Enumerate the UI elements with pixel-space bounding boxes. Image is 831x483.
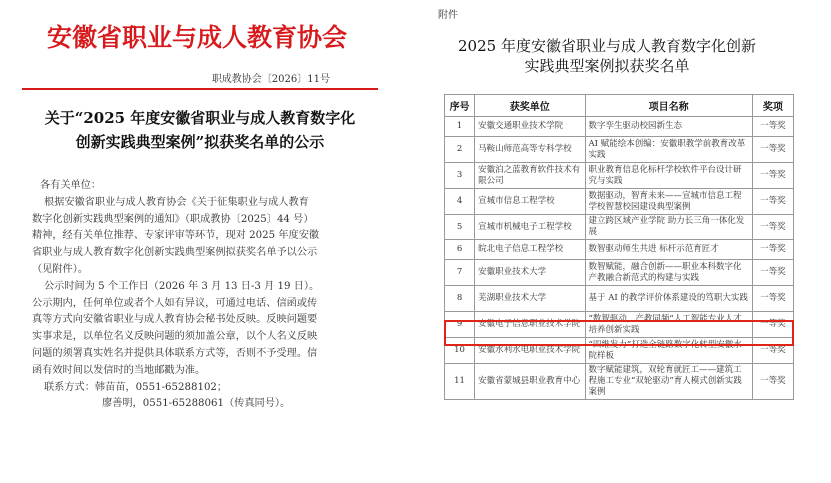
attachment-title-line2: 实践典型案例拟获奖名单 <box>524 57 690 75</box>
attachment-title-line1: 2025 年度安徽省职业与成人教育数字化创新 <box>458 37 756 55</box>
body-line: （见附件）。 <box>32 263 89 275</box>
document-number: 职成教协会〔2026〕11号 <box>211 74 330 85</box>
row-prize: 一等奖 <box>752 312 793 338</box>
body-line: 问题的须署真实姓名并提供具体联系方式等，否则不予受理。信 <box>32 347 318 359</box>
red-divider <box>22 88 378 90</box>
table-row <box>445 215 794 240</box>
row-number: 6 <box>445 240 475 260</box>
row-prize: 一等奖 <box>752 240 793 260</box>
row-number: 5 <box>445 215 475 240</box>
row-prize: 一等奖 <box>752 117 793 137</box>
body-line: 根据安徽省职业与成人教育协会《关于征集职业与成人教育 <box>44 196 309 208</box>
contact-line: 廖善明，0551-65288061（传真同号）。 <box>102 398 291 410</box>
table-row <box>445 117 794 137</box>
row-unit: 宣城市信息工程学校 <box>475 189 585 215</box>
row-unit: 安徽交通职业技术学院 <box>475 117 585 137</box>
org-name-header: 安徽省职业与成人教育协会 <box>46 23 347 52</box>
row-number: 8 <box>445 286 475 312</box>
table-row <box>445 260 794 286</box>
body-line: 真等方式向安徽省职业与成人教育协会秘书处反映。反映问题要 <box>32 314 318 326</box>
row-project: 建立跨区域产业学院 助力长三角一体化发展 <box>585 215 752 240</box>
row-unit: 马鞍山师范高等专科学校 <box>475 137 585 163</box>
header-project: 项目名称 <box>585 95 752 117</box>
body-line: 实事求是，以单位名义反映问题的须加盖公章，以个人名义反映 <box>32 331 318 343</box>
row-project: 数字赋能建筑，双轮育就匠工——建筑工程施工专业“双轮驱动”育人模式创新实践案例 <box>585 364 752 400</box>
table-header-row <box>445 95 794 117</box>
row-number: 3 <box>445 163 475 189</box>
row-number: 10 <box>445 338 475 364</box>
header-unit: 获奖单位 <box>475 95 585 117</box>
row-project: 数字孪生驱动校园新生态 <box>585 117 752 137</box>
notice-title-line2: 创新实践典型案例”拟获奖名单的公示 <box>75 133 325 151</box>
table-row <box>445 163 794 189</box>
notice-body <box>32 178 384 413</box>
attachment-label: 附件 <box>438 10 458 21</box>
body-line: 各有关单位： <box>40 180 102 191</box>
row-prize: 一等奖 <box>752 286 793 312</box>
body-line: 数字化创新实践典型案例的通知》（职成教协〔2025〕44 号） <box>32 213 314 225</box>
notice-title-line1: 关于“2025 年度安徽省职业与成人教育数字化 <box>44 109 356 127</box>
row-prize: 一等奖 <box>752 338 793 364</box>
row-prize: 一等奖 <box>752 163 793 189</box>
table-row <box>445 189 794 215</box>
row-unit: 宣城市机械电子工程学校 <box>475 215 585 240</box>
row-number: 9 <box>445 312 475 338</box>
notice-title <box>22 106 378 154</box>
row-project: 数智赋能，融合创新——职业本科数字化产教融合新范式的构建与实践 <box>585 260 752 286</box>
row-unit: 安徽职业技术大学 <box>475 260 585 286</box>
row-number: 11 <box>445 364 475 400</box>
row-project: AI 赋能绘本创编：安徽职教学前教育改革实践 <box>585 137 752 163</box>
row-unit: 芜湖职业技术大学 <box>475 286 585 312</box>
row-number: 7 <box>445 260 475 286</box>
table-row <box>445 137 794 163</box>
row-prize: 一等奖 <box>752 189 793 215</box>
header-prize: 奖项 <box>752 95 793 117</box>
row-project: 数据驱动，智育未来——宣城市信息工程学校智慧校园建设典型案例 <box>585 189 752 215</box>
row-number: 2 <box>445 137 475 163</box>
row-unit: 安徽电子信息职业技术学院 <box>475 312 585 338</box>
row-unit: 安徽泊之蓝教育软件技术有限公司 <box>475 163 585 189</box>
row-prize: 一等奖 <box>752 364 793 400</box>
row-number: 4 <box>445 189 475 215</box>
body-line: 公示时间为 5 个工作日（2026 年 3 月 13 日-3 月 19 日）。 <box>44 280 320 292</box>
row-unit: 安徽水利水电职业技术学院 <box>475 338 585 364</box>
contact-line: 联系方式：韩苗苗，0551-65288102； <box>44 381 228 393</box>
row-project: “数智驱动，产教同频”人工智能专业人才培养创新实践 <box>585 312 752 338</box>
row-project: 数智驱动师生共进 标杆示范育匠才 <box>585 240 752 260</box>
row-project: “四维发力”打造全链路数字化转型安徽水院样板 <box>585 338 752 364</box>
row-prize: 一等奖 <box>752 260 793 286</box>
body-line: 精神，经有关单位推荐、专家评审等环节，现对 2025 年度安徽 <box>32 230 320 242</box>
table-row <box>445 338 794 364</box>
awards-table <box>444 94 794 400</box>
attachment-title <box>432 36 782 76</box>
table-row <box>445 286 794 312</box>
row-project: 基于 AI 的教学评价体系建设的笃职大实践 <box>585 286 752 312</box>
row-unit: 皖北电子信息工程学校 <box>475 240 585 260</box>
row-prize: 一等奖 <box>752 137 793 163</box>
table-row <box>445 240 794 260</box>
body-line: 省职业与成人教育数字化创新实践典型案例拟获奖名单予以公示 <box>32 247 318 259</box>
row-prize: 一等奖 <box>752 215 793 240</box>
table-row <box>445 312 794 338</box>
body-line: 公示期内，任何单位或者个人如有异议，可通过电话、信函或传 <box>32 297 318 309</box>
header-no: 序号 <box>445 95 475 117</box>
row-number: 1 <box>445 117 475 137</box>
row-project: 职业教育信息化标杆学校软件平台设计研究与实践 <box>585 163 752 189</box>
row-unit: 安徽省蒙城县职业教育中心 <box>475 364 585 400</box>
table-row <box>445 364 794 400</box>
body-line: 函有效时间以发信时的当地邮戳为准。 <box>32 364 206 376</box>
